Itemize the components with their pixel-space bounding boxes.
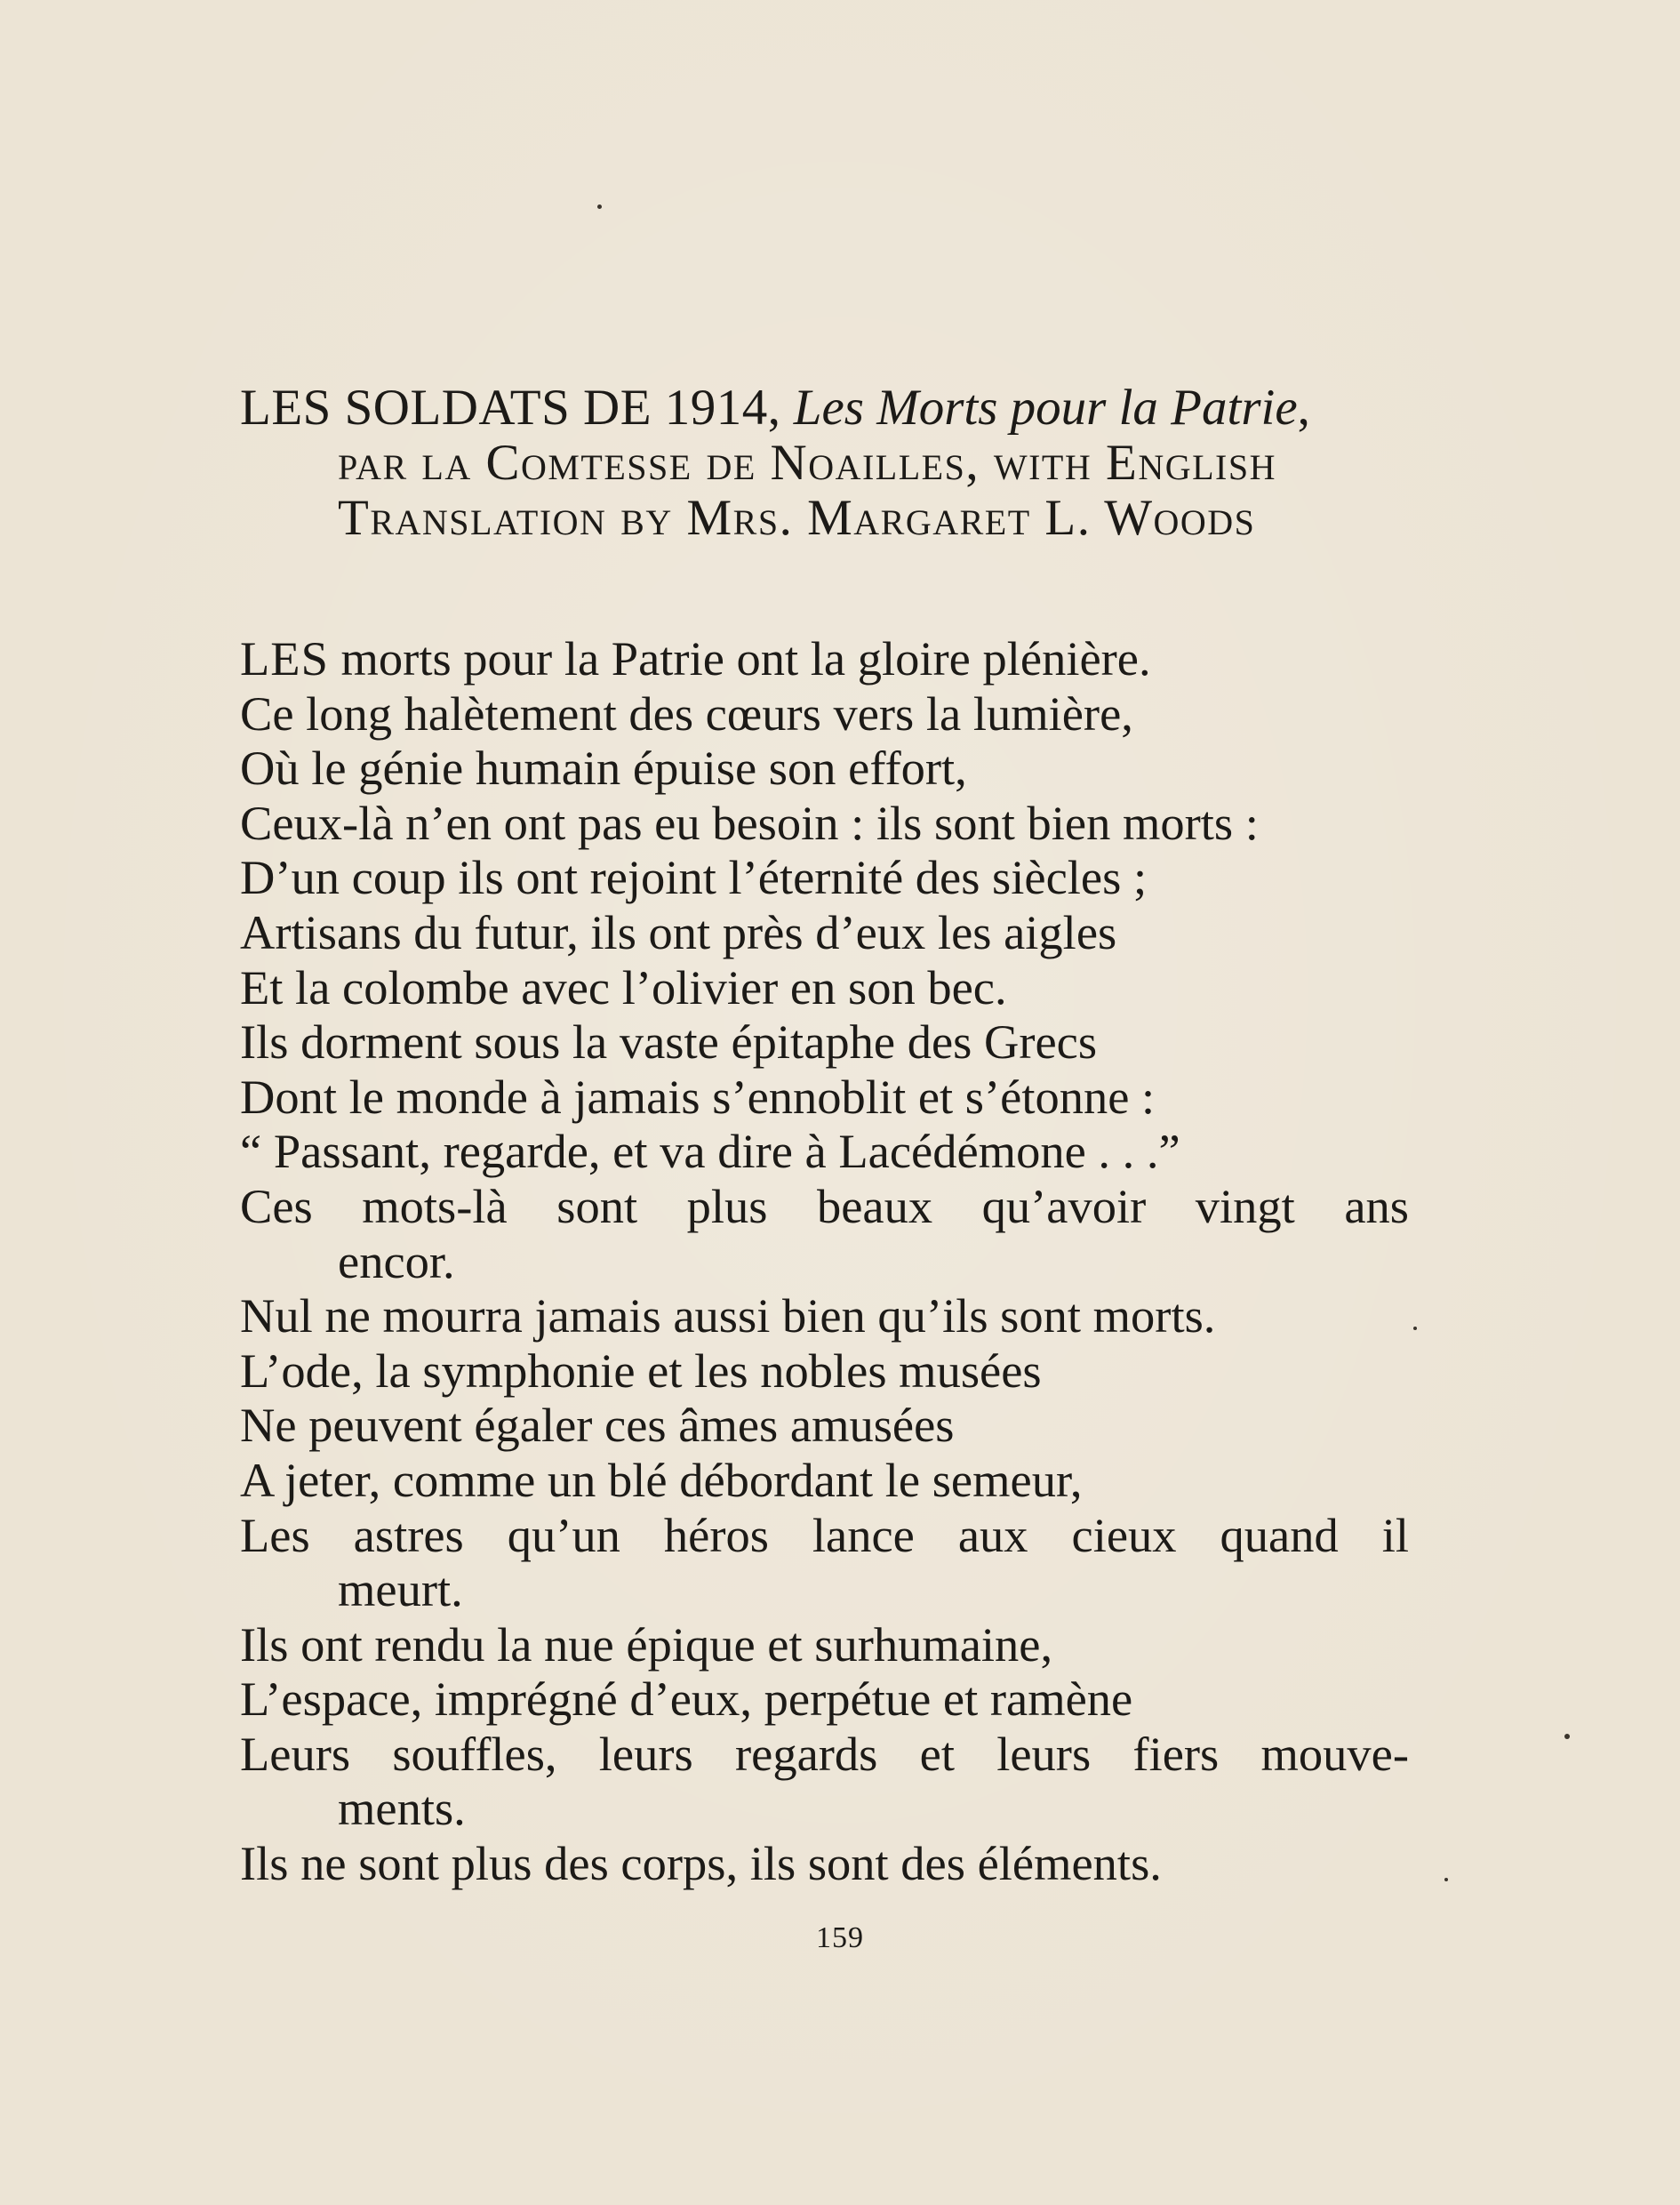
ink-speck xyxy=(1564,1734,1570,1739)
ink-speck xyxy=(1444,1878,1448,1881)
verse-line: Et la colombe avec l’olivier en son bec. xyxy=(240,959,1007,1014)
verse-line: Artisans du futur, ils ont près d’eux les aigles xyxy=(240,904,1117,959)
verse-line: Leurs souffles, leurs regards et leurs fiers mouve- xyxy=(240,1726,1409,1781)
verse-line: Ils ne sont plus des corps, ils sont des éléments. xyxy=(240,1836,1162,1891)
poem-body xyxy=(240,631,1409,1891)
verse-line: Où le génie humain épuise son effort, xyxy=(240,741,967,796)
verse-line: Ceux-là n’en ont pas eu besoin : ils sont bien morts : xyxy=(240,795,1259,850)
heading-line-1 xyxy=(240,381,1431,436)
verse-line: A jeter, comme un blé débordant le semeur, xyxy=(240,1452,1083,1507)
ink-speck xyxy=(597,204,602,209)
heading-line-2: par la Comtesse de Noailles, with English xyxy=(338,435,1276,491)
verse-line: Nul ne mourra jamais aussi bien qu’ils sont morts. xyxy=(240,1288,1216,1343)
verse-line: L’espace, imprégné d’eux, perpétue et ramène xyxy=(240,1672,1133,1727)
verse-line: “ Passant, regarde, et va dire à Lacédémone . . .” xyxy=(240,1124,1180,1179)
verse-line-continuation: encor. xyxy=(338,1233,455,1288)
verse-line-continuation: meurt. xyxy=(338,1562,463,1617)
verse-line: Dont le monde à jamais s’ennoblit et s’étonne : xyxy=(240,1069,1156,1124)
verse-line: Les astres qu’un héros lance aux cieux quand il xyxy=(240,1507,1409,1562)
verse-line: Ce long halètement des cœurs vers la lumière, xyxy=(240,686,1133,741)
verse-line: D’un coup ils ont rejoint l’éternité des siècles ; xyxy=(240,850,1148,905)
heading-comma: , xyxy=(1297,380,1310,436)
verse-line: Ces mots-là sont plus beaux qu’avoir vingt ans xyxy=(240,1178,1409,1233)
page-number: 159 xyxy=(816,1921,864,1954)
poem-heading xyxy=(240,381,1431,546)
verse-line: L’ode, la symphonie et les nobles musées xyxy=(240,1343,1042,1398)
heading-title: LES SOLDATS DE 1914, xyxy=(240,380,781,436)
verse-line xyxy=(240,631,1409,686)
verse-line: Ils dorment sous la vaste épitaphe des Grecs xyxy=(240,1014,1098,1070)
verse-line-continuation: ments. xyxy=(338,1781,466,1836)
heading-italic-title: Les Morts pour la Patrie xyxy=(793,380,1298,436)
verse-line: Ne peuvent égaler ces âmes amusées xyxy=(240,1398,955,1453)
verse-line: Ils ont rendu la nue épique et surhumaine, xyxy=(240,1616,1053,1672)
verse-initial-word: LES xyxy=(240,631,329,686)
verse-line-text: morts pour la Patrie ont la gloire plénière. xyxy=(328,631,1151,686)
heading-line-3: Translation by Mrs. Margaret L. Woods xyxy=(338,490,1256,546)
ink-speck xyxy=(1413,1327,1417,1330)
